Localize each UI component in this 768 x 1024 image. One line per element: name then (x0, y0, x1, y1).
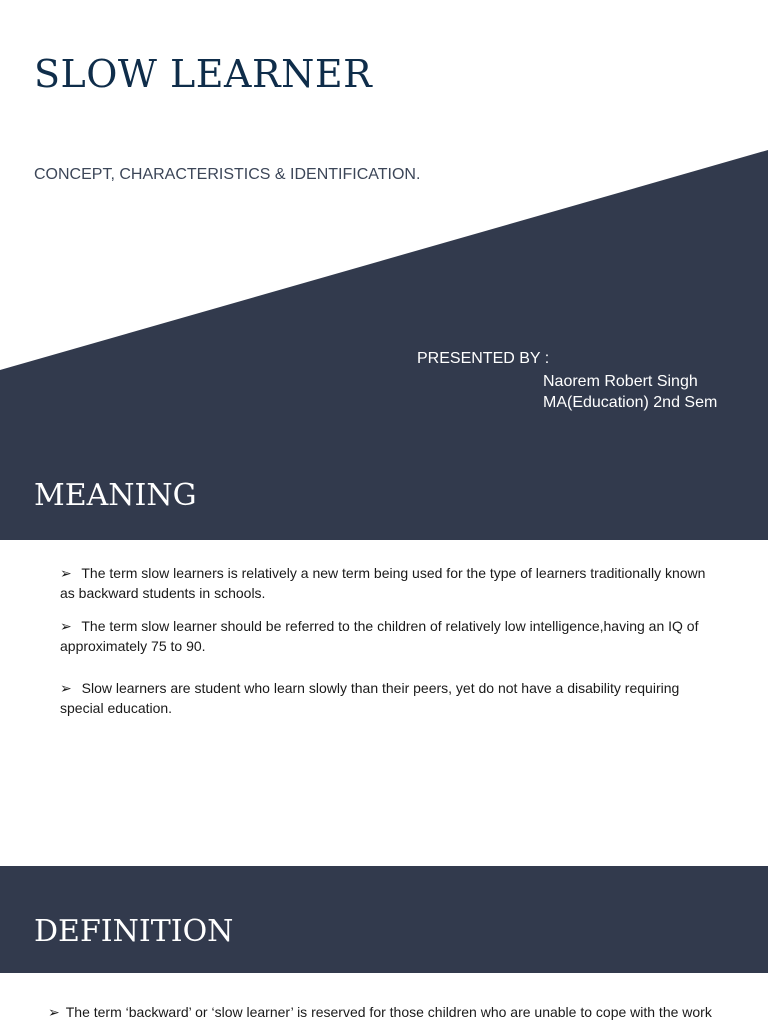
meaning-slide (0, 432, 768, 866)
arrowhead-bullet-icon: ➢ (60, 618, 72, 634)
presenter-info (543, 371, 717, 413)
bullet-text: Slow learners are student who learn slowly than their peers, yet do not have a disability requiring special education. (60, 680, 680, 716)
list-item (60, 616, 710, 656)
arrowhead-bullet-icon: ➢ (60, 680, 72, 696)
list-item (60, 563, 710, 603)
bullet-text: The term slow learners is relatively a new term being used for the type of learners traditionally known as backward students in schools. (60, 565, 706, 601)
definition-heading: DEFINITION (34, 914, 234, 949)
meaning-heading: MEANING (34, 478, 197, 513)
list-item (60, 678, 710, 718)
presentation-subtitle: CONCEPT, CHARACTERISTICS & IDENTIFICATION. (34, 166, 421, 183)
arrowhead-bullet-icon: ➢ (60, 565, 72, 581)
meaning-bullet-list (60, 563, 710, 731)
presenter-name: Naorem Robert Singh (543, 373, 698, 390)
title-slide (0, 0, 768, 432)
heading-band (0, 866, 768, 973)
presenter-course: MA(Education) 2nd Sem (543, 394, 718, 411)
presentation-title: SLOW LEARNER (34, 52, 373, 96)
heading-band (0, 432, 768, 540)
bullet-text: The term slow learner should be referred to the children of relatively low intelligence,having an IQ of approximately 75 to 90. (60, 618, 699, 654)
arrowhead-bullet-icon: ➢ (48, 1004, 60, 1020)
list-item (48, 1002, 728, 1022)
presented-by-label: PRESENTED BY : (417, 350, 550, 367)
bullet-text: The term ‘backward’ or ‘slow learner’ is reserved for those children who are unable to cope with the work (65, 1004, 712, 1020)
definition-slide (0, 866, 768, 1024)
